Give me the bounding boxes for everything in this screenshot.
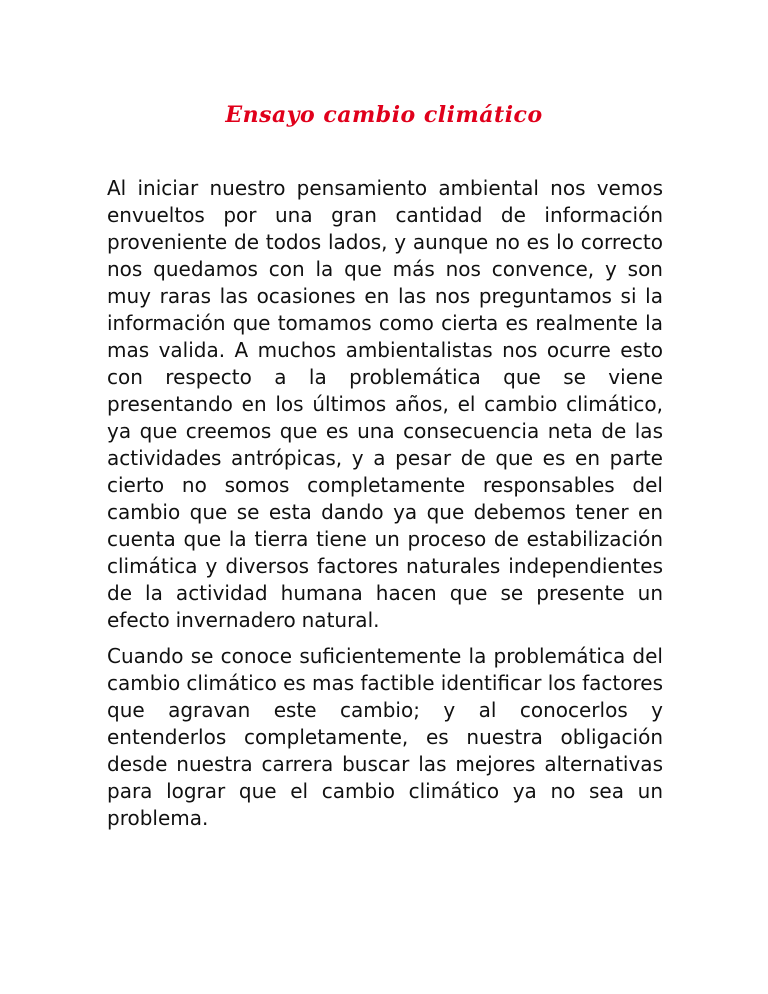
paragraph-1: Al iniciar nuestro pensamiento ambiental nos vemos envueltos por una gran cantidad de información proveniente de todos lados, y aunque no es lo correcto nos quedamos con la que más nos convence, y son muy raras las ocasiones en las nos preguntamos si la información que tomamos como cierta es realmente la mas valida. A muchos ambientalistas nos ocurre esto con respecto a la problemática que se viene presentando en los últimos años, el cambio climático, ya que creemos que es una consecuencia neta de las actividades antrópicas, y a pesar de que es en parte cierto no somos completamente responsables del cambio que se esta dando ya que debemos tener en cuenta que la tierra tiene un proceso de estabilización climática y diversos factores naturales independientes de la actividad humana hacen que se presente un efecto invernadero natural. — [107, 176, 663, 632]
paragraph-2: Cuando se conoce suficientemente la problemática del cambio climático es mas factible identificar los factores que agravan este cambio; y al conocerlos y entenderlos completamente, es nuestra obligación desde nuestra carrera buscar las mejores alternativas para lograr que el cambio climático ya no sea un problema. — [107, 644, 663, 830]
document-body — [107, 175, 663, 841]
document-title: Ensayo cambio climático — [225, 102, 543, 128]
